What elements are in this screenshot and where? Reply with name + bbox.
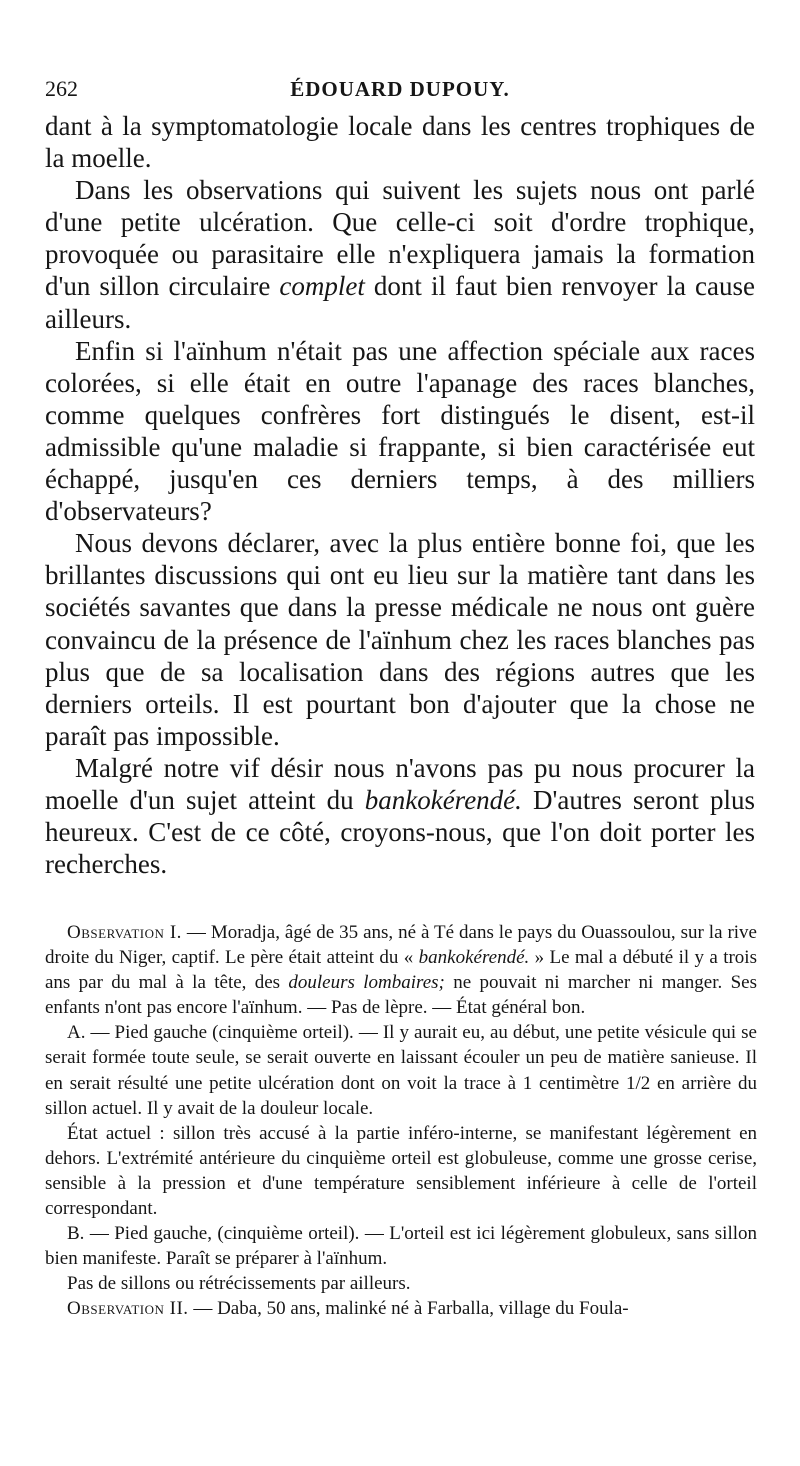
- observations-section: [45, 920, 757, 1322]
- page-number: 262: [45, 76, 78, 101]
- paragraph-declaration: Nous devons déclarer, avec la plus entière bonne foi, que les brillantes discussions qui ont eu lieu sur la matière tant dans les sociétés savantes que dans la presse médicale ne nous ont guère convaincu de la présence de l'aïnhum chez les races blanches pas plus que de sa localisation dans des régions autres que les derniers orteils. Il est pourtant bon d'ajouter que la chose ne paraît pas impossible.: [45, 528, 755, 751]
- observation-2-label: Observation II.: [67, 1298, 189, 1320]
- observation-1-section-a: A. — Pied gauche (cinquième orteil). — Il y aurait eu, au début, une petite vésicule qui se serait formée toute seule, se serait ouverte en laissant écouler un peu de matière sanieuse. Il en serait résulté une petite ulcération dont on voit la trace à 1 centimètre 1/2 en arrière du sillon actuel. Il y avait de la douleur locale.: [45, 1022, 757, 1119]
- paragraph-enfin: Enfin si l'aïnhum n'était pas une affection spéciale aux races colorées, si elle était en outre l'apanage des races blanches, comme quelques confrères fort distingués le disent, est-il admissible qu'une maladie si frappante, si bien caractérisée eut échappé, jusqu'en ces derniers temps, à des milliers d'observateurs?: [45, 335, 755, 527]
- observation-2: Observation II. — Daba, 50 ans, malinké né à Farballa, village du Foula-: [67, 1298, 629, 1320]
- paragraph-observations: Dans les observations qui suivent les sujets nous ont parlé d'une petite ulcération. Que celle-ci soit d'ordre trophique, provoquée ou parasitaire elle n'expliquera jamais la formation d'un sillon circulaire complet dont il faut bien renvoyer la cause ailleurs.: [45, 175, 755, 334]
- emphasis-complet: complet: [279, 271, 365, 302]
- observation-1-no-sillons: Pas de sillons ou rétrécissements par ailleurs.: [67, 1273, 411, 1295]
- paragraph-continued: dant à la symptomatologie locale dans les centres trophiques de la moelle.: [45, 111, 755, 174]
- running-header: [45, 74, 755, 104]
- emphasis-bankokerende: bankokérendé.: [364, 784, 522, 815]
- observation-1-label: Observation I.: [67, 922, 182, 943]
- observation-1-section-b: B. — Pied gauche, (cinquième orteil). — L'orteil est ici légèrement globuleux, sans sillon bien manifeste. Paraît se préparer à l'aïnhum.: [45, 1223, 757, 1270]
- observation-1-etat-actuel: État actuel : sillon très accusé à la partie inféro-interne, se manifestant légèrement en dehors. L'extrémité antérieure du cinquième orteil est globuleuse, comme une grosse cerise, sensible à la pression et d'une température sensiblement inférieure à celle de l'orteil correspondant.: [45, 1122, 757, 1220]
- running-title: ÉDOUARD DUPOUY.: [290, 77, 510, 101]
- observation-1: Observation I. — Moradja, âgé de 35 ans, né à Té dans le pays du Ouassoulou, sur la rive droite du Niger, captif. Le père était atteint du « bankokérendé. » Le mal a débuté il y a trois ans par du mal à la tête, des douleurs lombaires; ne pouvait ni marcher ni manger. Ses enfants n'ont pas encore l'aïnhum. — Pas de lèpre. — État général bon.: [45, 922, 757, 1019]
- main-text: [45, 110, 755, 880]
- paragraph-recherches: Malgré notre vif désir nous n'avons pas pu nous procurer la moelle d'un sujet atteint du bankokérendé. D'autres seront plus heureux. C'est de ce côté, croyons-nous, que l'on doit porter les recherches.: [45, 752, 755, 880]
